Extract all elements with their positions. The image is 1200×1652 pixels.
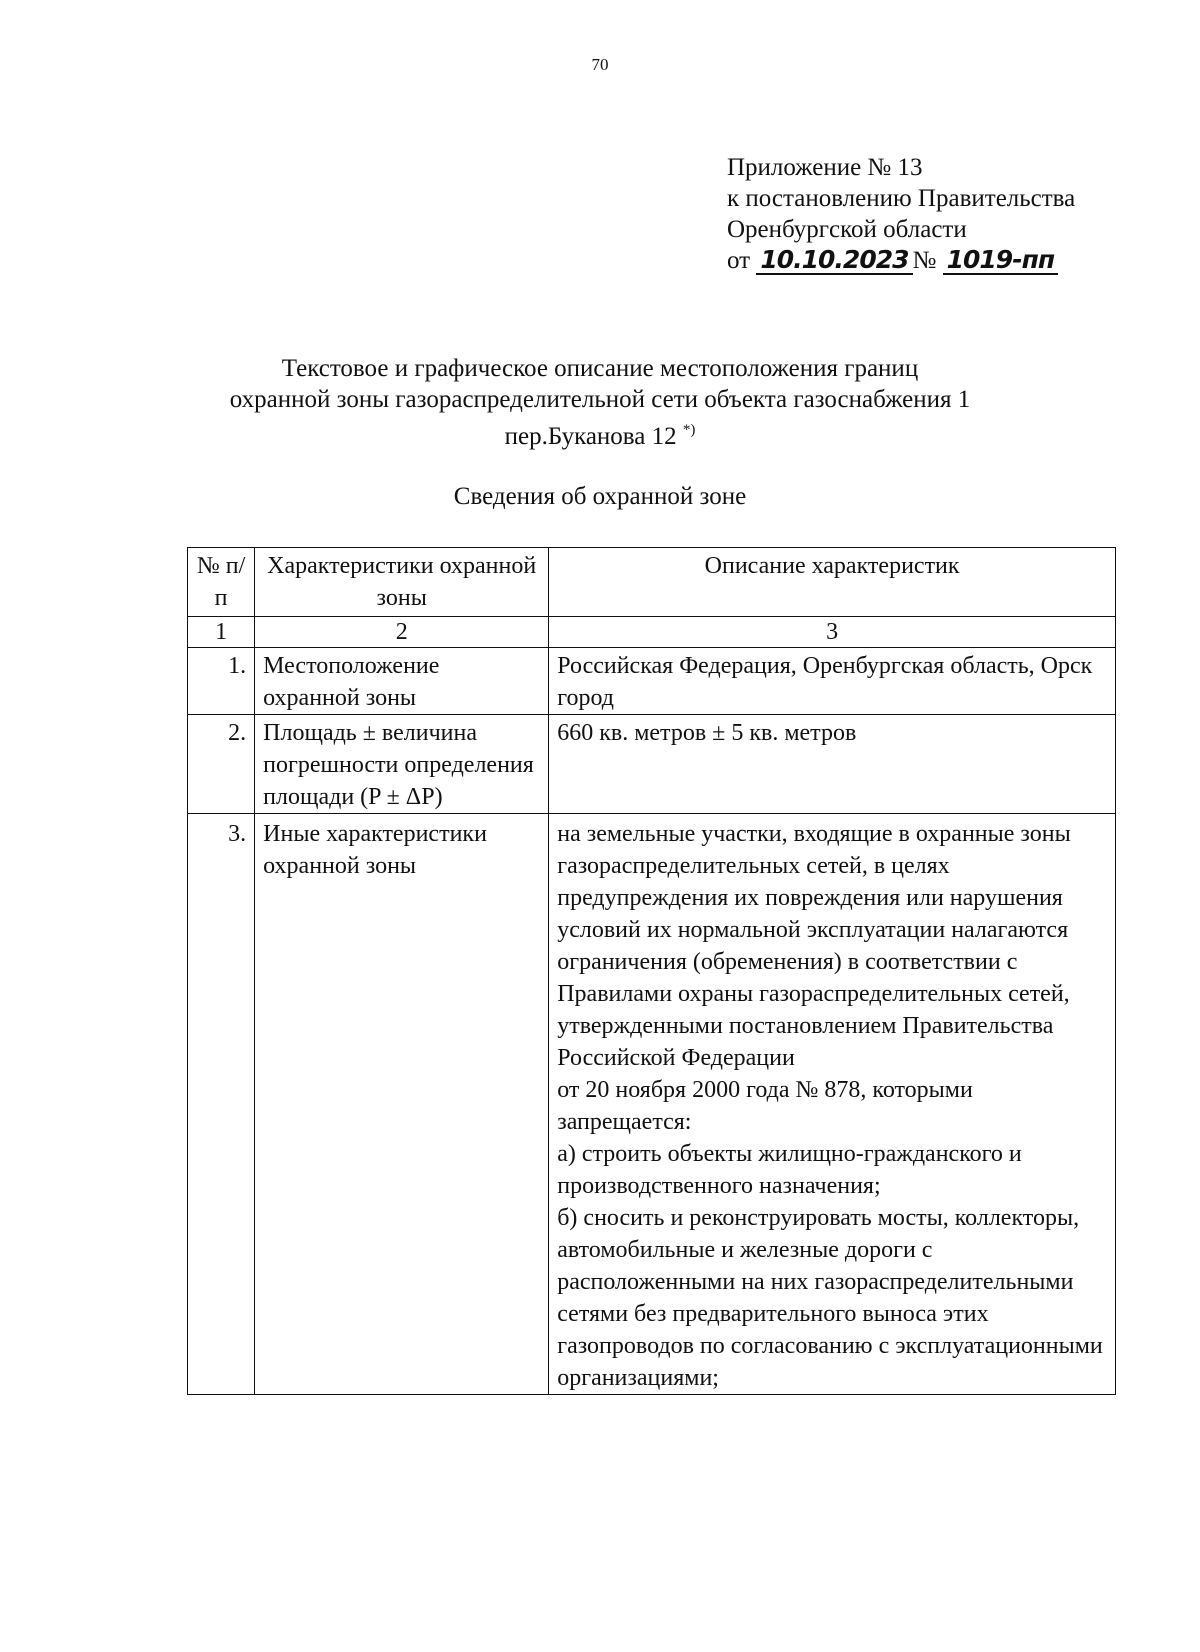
appendix-date-line	[727, 245, 1075, 276]
row-description: Российская Федерация, Оренбургская область, Орск город	[549, 648, 1116, 715]
appendix-decree-line: к постановлению Правительства	[727, 185, 1076, 212]
column-number-2: 2	[255, 617, 549, 648]
restrictions-intro: на земельные участки, входящие в охранные зоны газораспределительных сетей, в целях предупреждения их повреждения или нарушения условий их нормальной эксплуатации налагаются ограничения (обременения) в соответствии с Правилами охраны газораспределительных сетей, утвержденными постановлением Правительства Российской Федерации	[557, 821, 1071, 1071]
table-row	[188, 715, 1116, 814]
page-number: 70	[591, 55, 609, 74]
restriction-b: б) сносить и реконструировать мосты, коллекторы, автомобильные и железные дороги с расположенными на них газораспределительными сетями без предварительного выноса этих газопроводов по согласованию с эксплуатационными организациями;	[557, 1205, 1103, 1391]
row-number: 2.	[188, 715, 255, 814]
row-characteristic: Иные характеристики охранной зоны	[255, 814, 549, 1395]
title-address: пер.Буканова 12	[504, 423, 677, 450]
title-line-3	[0, 415, 1200, 452]
header-characteristics: Характеристики охранной зоны	[255, 548, 549, 617]
column-number-1: 1	[188, 617, 255, 648]
number-sign: №	[912, 247, 937, 274]
restriction-a: а) строить объекты жилищно-гражданского и производственного назначения;	[557, 1141, 1022, 1199]
table-row	[188, 648, 1116, 715]
decree-reference: от 20 ноября 2000 года № 878, которыми запрещается:	[557, 1077, 973, 1135]
handwritten-date: 10.10.2023	[756, 247, 912, 275]
row-characteristic: Местоположение охранной зоны	[255, 648, 549, 715]
handwritten-number: 1019-пп	[943, 247, 1059, 275]
appendix-block	[727, 152, 1075, 276]
document-title	[0, 353, 1200, 452]
header-number: № п/п	[188, 548, 255, 617]
table-row	[188, 814, 1116, 1395]
title-line-1: Текстовое и графическое описание местоположения границ	[281, 355, 919, 382]
appendix-title: Приложение № 13	[727, 154, 923, 181]
row-description: 660 кв. метров ± 5 кв. метров	[549, 715, 1116, 814]
title-line-2: охранной зоны газораспределительной сети объекта газоснабжения 1	[229, 386, 971, 413]
appendix-region-line: Оренбургской области	[727, 216, 967, 243]
row-description	[549, 814, 1116, 1395]
footnote-mark: *)	[682, 422, 696, 438]
header-description: Описание характеристик	[549, 548, 1116, 617]
row-number: 1.	[188, 648, 255, 715]
row-number: 3.	[188, 814, 255, 1395]
zone-info-table	[187, 547, 1116, 1395]
date-prefix: от	[727, 247, 751, 274]
row-characteristic: Площадь ± величина погрешности определения площади (P ± ΔP)	[255, 715, 549, 814]
column-number-row	[188, 617, 1116, 648]
section-title: Сведения об охранной зоне	[453, 483, 747, 510]
table-header-row	[188, 548, 1116, 617]
column-number-3: 3	[549, 617, 1116, 648]
